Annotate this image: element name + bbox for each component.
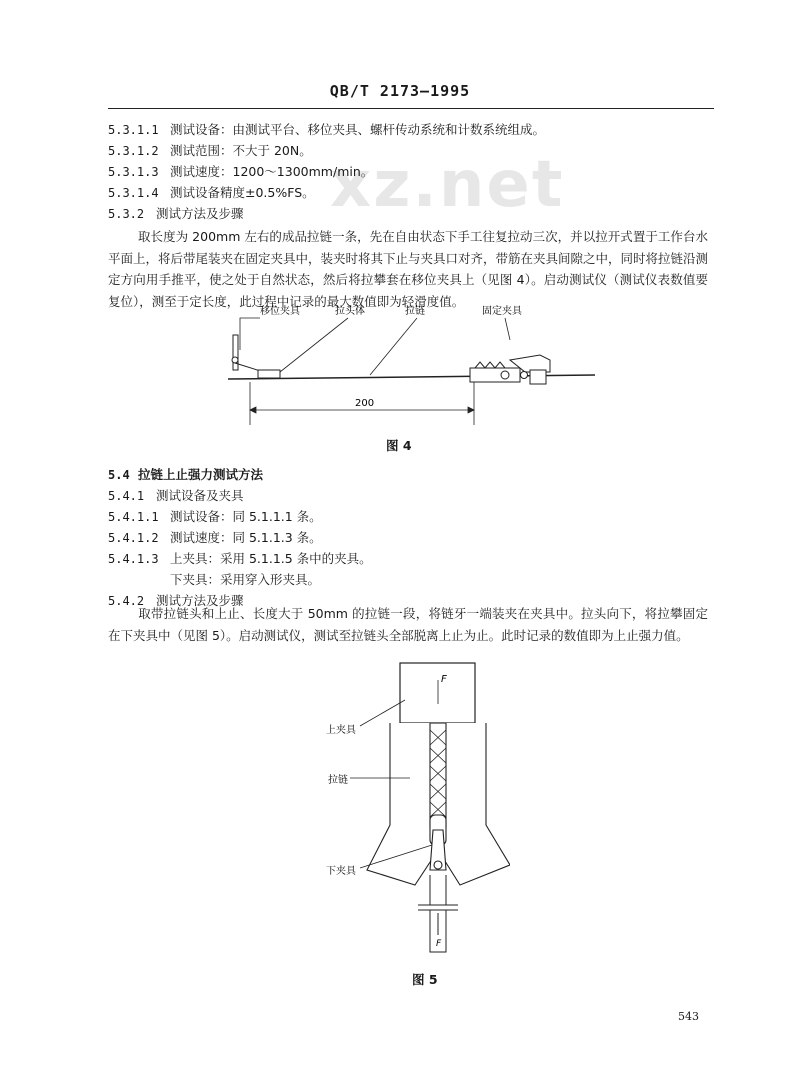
section-title: 测试方法及步骤	[156, 593, 244, 608]
label-fixed-clamp: 固定夹具	[482, 306, 522, 317]
section-5-4-2-paragraph	[108, 603, 708, 646]
item-text: 上夹具：采用 5.1.1.5 条中的夹具。	[170, 551, 372, 566]
item-5-3-1-2	[108, 142, 312, 160]
section-number: 5.3.2	[108, 207, 145, 221]
label-zipper: 拉链	[328, 775, 348, 786]
item-number: 5.4.1.1	[108, 510, 159, 524]
section-title: 拉链上止强力测试方法	[138, 467, 264, 482]
label-lower-clamp: 下夹具	[326, 866, 356, 877]
fixed-clamp-shape	[470, 355, 550, 384]
label-zipper: 拉链	[405, 306, 425, 317]
item-text: 测试速度：1200～1300mm/min。	[170, 164, 374, 179]
upper-clamp-shape	[400, 663, 475, 723]
item-5-3-1-4	[108, 184, 315, 202]
dimension-label: 200	[355, 398, 375, 409]
label-upper-clamp: 上夹具	[326, 725, 356, 736]
item-5-3-1-1	[108, 121, 545, 139]
figure-4-diagram	[220, 300, 610, 430]
item-number: 5.4.1.3	[108, 552, 159, 566]
item-number: 5.3.1.4	[108, 186, 159, 200]
section-number: 5.4	[108, 468, 130, 482]
item-number: 5.4.1.2	[108, 531, 159, 545]
item-text: 测试速度：同 5.1.1.3 条。	[170, 530, 322, 545]
figure-4-caption: 图 4	[386, 438, 412, 453]
section-5-4-heading	[108, 466, 263, 484]
leader-lines	[240, 318, 510, 375]
item-5-4-1-1	[108, 508, 322, 526]
label-slider-body: 拉头体	[335, 306, 365, 317]
paragraph-text: 取带拉链头和上止、长度大于 50mm 的拉链一段，将链牙一端装夹在夹具中。拉头向下，将拉攀固定在下夹具中（见图 5）。启动测试仪，测试至拉链头全部脱离上止为止。此时记录的数值即为上止强力值。	[108, 606, 708, 643]
section-5-4-1-heading	[108, 487, 244, 505]
lower-clamp-line: 下夹具：采用穿入形夹具。	[170, 572, 321, 587]
section-5-3-2-heading	[108, 205, 244, 223]
section-number: 5.4.1	[108, 489, 145, 503]
section-number: 5.4.2	[108, 594, 145, 608]
moving-clamp-shape	[232, 335, 280, 378]
section-title: 测试设备及夹具	[156, 488, 244, 503]
item-number: 5.3.1.1	[108, 123, 159, 137]
paragraph-text: 取长度为 200mm 左右的成品拉链一条，先在自由状态下手工往复拉动三次，并以拉开式置于工作台水平面上，将后带尾装夹在固定夹具中，装夹时将其下止与夹具口对齐，带筋在夹具间隙之中，同时将拉链沿测定方向用手推平，使之处于自然状态，然后将拉攀套在移位夹具上（见图 4）。启动测试仪（测试仪表数值要复位），测至于定长度，此过程中记录的最大数值即为轻滑度值。	[108, 229, 709, 309]
label-moving-clamp: 移位夹具	[260, 306, 300, 317]
figure-5-diagram	[320, 660, 510, 960]
figure-5-caption: 图 5	[412, 972, 438, 987]
item-5-4-1-2	[108, 529, 322, 547]
item-5-3-1-3	[108, 163, 373, 181]
item-number: 5.3.1.2	[108, 144, 159, 158]
force-label-top: F	[441, 674, 447, 685]
watermark: xz.net	[330, 148, 565, 222]
item-text: 测试设备：同 5.1.1.1 条。	[170, 509, 322, 524]
item-text: 测试设备：由测试平台、移位夹具、螺杆传动系统和计数系统组成。	[170, 122, 546, 137]
section-title: 测试方法及步骤	[156, 206, 244, 221]
slider-shape	[430, 815, 446, 870]
page-number: 543	[678, 1010, 699, 1023]
item-text: 测试设备精度±0.5%FS。	[170, 185, 315, 200]
header-rule	[108, 108, 714, 109]
item-number: 5.3.1.3	[108, 165, 159, 179]
page-header: QB/T 2173—1995	[329, 82, 471, 100]
force-label-bottom: F	[436, 939, 442, 949]
item-5-4-1-3	[108, 550, 372, 568]
item-text: 测试范围：不大于 20N。	[170, 143, 312, 158]
